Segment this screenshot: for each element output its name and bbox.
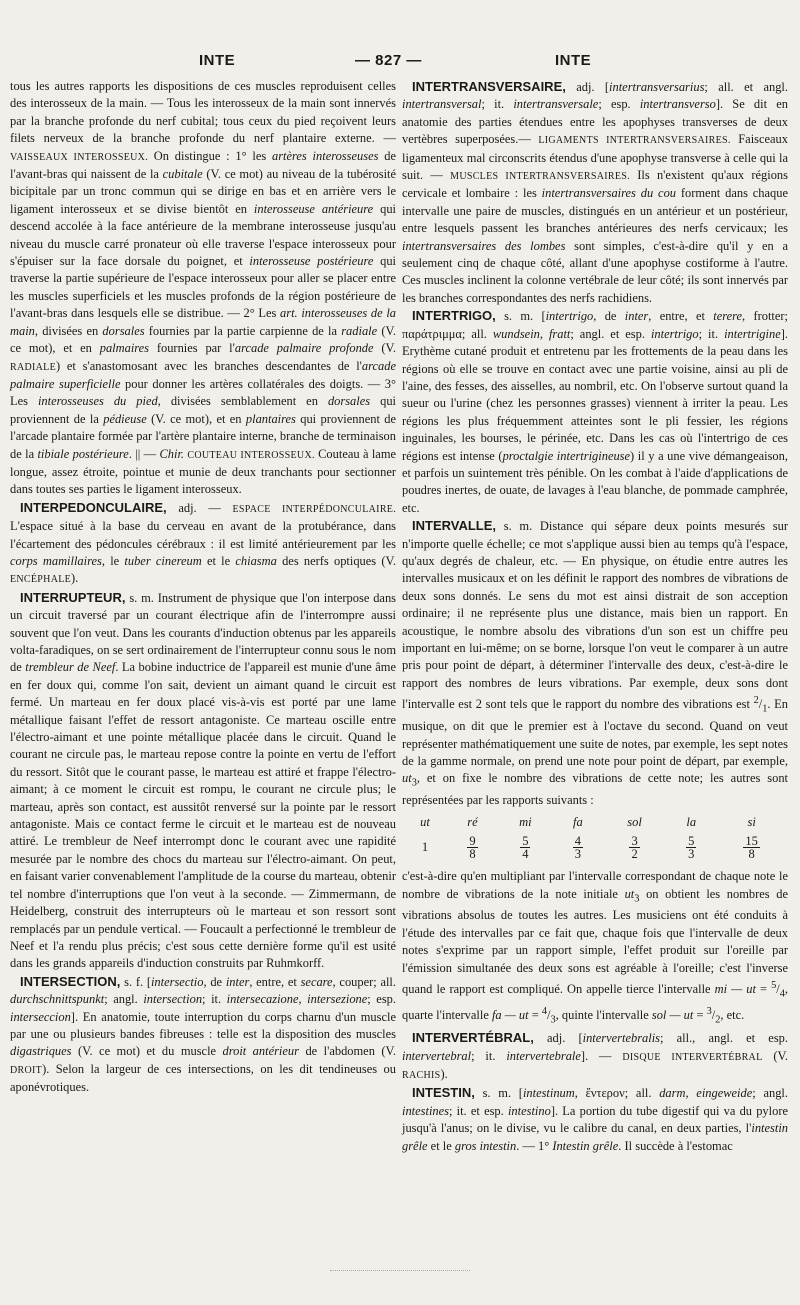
note-ratio: $\frac{4}{3}$ — [574, 834, 582, 862]
dictionary-entry: INTERPEDONCULAIRE, adj. — ESPACE INTERPÉDONCULAIRE. L'espace situé à la base du cerveau en avant de la protubérance, dans l'écartement des pédoncules cérébraux : il est limité antérieurement par les corps mamillaires, le tuber cinereum et le chiasma des nerfs optiques (V. ENCÉPHALE). — [10, 499, 396, 586]
right-column-bottom — [402, 868, 788, 1155]
header-right-guideword: INTE — [555, 52, 592, 69]
page-number: — 827 — — [355, 52, 422, 69]
ratios-row — [402, 835, 788, 860]
header-left-guideword: INTE — [199, 52, 236, 69]
note-ratio: $\frac{3}{2}$ — [631, 834, 638, 862]
right-column — [402, 78, 788, 1155]
note-ratio: $\frac{5}{3}$ — [688, 834, 695, 862]
note-name: ut — [420, 814, 430, 829]
note-ratio: 1 — [421, 839, 429, 854]
dictionary-entry: INTERTRIGO, s. m. [intertrigo, de inter, entre, et terere, frotter; παράτριμμα; all. wundsein, fratt; angl. et esp. intertrigo; it. intertrigine]. Erythème cutané produit et entretenu par les frottements de la peau dans les régions où elle se trouve en contact avec une partie voisine, ainsi au pli de l'aine, des fesses, des aisselles, au nombril, etc. On l'observe surtout quand la sueur ou l'urine (chez les personnes grasses) viennent à irriter la peau. Les régions les plus fréquemment atteintes sont le pli fessier, les régions inguinales, les bourses, le périnée, etc. Dans les cas où l'intertrigo de ces régions est intense (proctalgie intertrigineuse) il y a une vive démangeaison, et parfois un suintement très pénible. On les combat à l'aide d'applications de poudres inertes, de ouate, de lavages à l'eau blanche, de pommade camphrée, etc. — [402, 308, 788, 515]
right-column-top — [402, 78, 788, 810]
dictionary-entry: INTESTIN, s. m. [intestinum, ἔντερον; all. darm, eingeweide; angl. intestines; it. et esp. intestino]. La portion du tube digestif qui va du pylore jusqu'à l'anus; on le divise, vu le calibre du canal, en deux parties, l'intestin grêle et le gros intestin. — 1° Intestin grêle. Il succède à l'estomac — [402, 1085, 788, 1153]
note-name: si — [747, 814, 756, 829]
note-ratio: $\frac{5}{4}$ — [522, 834, 529, 862]
page-bottom-mark — [330, 1270, 470, 1277]
left-column — [10, 78, 396, 1097]
note-name: la — [686, 814, 697, 829]
dictionary-entry: INTERVALLE, s. m. Distance qui sépare deux points mesurés sur n'importe quelle échelle; ce mot s'applique aussi bien au temps qu'à l'espace, qu'aux degrés de chaleur, etc. — En physique, on étudie entre autres les intervalles musicaux et on les définit le rapport des nombres de vibrations de deux sons donnés. Le sens du mot est ainsi distrait de son acception ordinaire; il ne représente plus une distance, mais bien un rapport. En acoustique, le nombre absolu des vibrations d'un son est un chiffre peu important en lui-même; on se borne, lorsque l'on veut le comparer à un autre pris pour point de départ, à déterminer l'intervalle des deux, c'est-à-dire le rapport des nombres de leurs vibrations. Par exemple, deux sons dont l'intervalle est 2 sont tels que le rapport du nombre des vibrations est $^2/_1$. En musique, on dit que le premier est à l'octave du second. Quand on veut représenter mathématiquement une suite de notes, par exemple, les sept notes de la gamme normale, on prend une note pour point de départ, par exemple, $ut_3$, et on fixe le nombre des vibrations de cette note; les autres sont représentées par les rapports suivants : — [402, 518, 788, 808]
note-name: mi — [519, 814, 532, 829]
dictionary-entry: INTERVERTÉBRAL, adj. [intervertebralis; all., angl. et esp. intervertebral; it. intervertebrale]. — DISQUE INTERVERTÉBRAL (V. RACHIS). — [402, 1030, 788, 1081]
note-ratio: $\frac{9}{8}$ — [469, 834, 476, 862]
note-name: fa — [573, 814, 583, 829]
interval-ratio-table — [402, 814, 788, 860]
note-ratio: $\frac{15}{8}$ — [745, 834, 758, 862]
note-names-row — [402, 814, 788, 835]
note-name: ré — [467, 814, 478, 829]
dictionary-entry: INTERRUPTEUR, s. m. Instrument de physique que l'on interpose dans un circuit traversé par un courant électrique afin de l'interrompre aussi souvent que l'on veut. Dans les courants d'induction obtenus par les appareils volta-faradiques, on se sert ordinairement de l'interrupteur connu sous le nom de trembleur de Neef. La bobine inductrice de l'appareil est munie d'une âme en fer doux qui, comme l'on sait, devient un aimant quand le circuit est fermé. Un marteau en fer doux placé vis-à-vis est porté par une lame métallique faisant l'effet de ressort antagoniste. Ce marteau oscille entre l'électro-aimant et une pointe métallique placée dans le circuit. Quand le courant ne circule pas, le marteau repose contre la pointe en vertu de l'effort du ressort. Sitôt que le courant passe, le marteau est attiré et frappe l'électro-aimant; à ce moment le circuit est rompu, le courant ne circule plus; le marteau, après son contact, est aussitôt renversé sur la pointe par le ressort antagoniste. Mais ce contact ferme le circuit et le marteau est de nouveau attiré. Le trembleur de Neef interrompt donc le courant avec une rapidité mesurée par le nombre des chocs du marteau sur l'électro-aimant. On peut, en faisant varier convenablement l'amplitude de la course du marteau, obtenir tel nombre d'interruptions que l'on veut à la seconde. — Zimmermann, de Heidelberg, construit des interrupteurs où le marteau et son ressort sont remplacés par un pendule vertical. — Foucault a perfectionné le trembleur de Neef et l'a rendu plus précis; c'est sous cette dernière forme qu'il est usité dans les grands appareils d'induction construits par Ruhmkorff. — [10, 589, 397, 971]
continued-text: tous les autres rapports les dispositions de ces muscles reproduisent celles des interosseux de la main. — Tous les interosseux de la main sont innervés par la branche profonde du nerf cubital; tous ceux du pied reçoivent leurs filets nerveux de la branche profonde du nerf plantaire externe. — VAISSEAUX INTEROSSEUX. On distingue : 1° les artères interosseuses de l'avant-bras qui naissent de la cubitale (V. ce mot) au niveau de la tubérosité bicipitale par un tronc commun qui se dirige en bas et en arrière vers le ligament interosseux et se divise bientôt en interosseuse antérieure qui descend accolée à la face antérieure de la membrane interosseuse jusqu'au niveau du muscle carré pronateur où elle traverse l'espace interosseux pour s'épuiser sur la face dorsale du poignet, et interosseuse postérieure qui traverse la partie supérieure de l'espace interosseux pour aller se placer entre les muscles superficiels et les muscles profonds de la région postérieure de l'avant-bras dans lesquels elle se distribue. — 2° Les art. interosseuses de la main, divisées en dorsales fournies par la partie carpienne de la radiale (V. ce mot), et en palmaires fournies par l'arcade palmaire profonde (V. RADIALE) et s'anastomosant avec les branches descendantes de l'arcade palmaire superficielle pour donner les artères collatérales des doigts. — 3° Les interosseuses du pied, divisées semblablement en dorsales qui proviennent de la pédieuse (V. ce mot), et en plantaires qui proviennent de l'arcade plantaire formée par l'artère plantaire interne, branche de terminaison de la tibiale postérieure. || — Chir. COUTEAU INTEROSSEUX. Couteau à lame longue, assez étroite, pointue et munie de deux tranchants pour sectionner dans toutes ses parties le ligament interosseux. — [10, 79, 397, 497]
continued-text: c'est-à-dire qu'en multipliant par l'intervalle correspondant de chaque note le nombre de vibrations de la note initiale $ut_3$ on obtient les nombres de vibrations absolus de toutes les autres. Les musiciens ont été conduits à l'étude des intervalles par ce fait que, chaque fois que l'intervalle de deux notes s'exprime par un rapport simple, l'effet produit sur l'oreille par l'émission simultanée des deux sons est agréable à l'oreille; c'est l'inverse quand le rapport est compliqué. On appelle tierce l'intervalle mi — ut = $^5/_4$, quarte l'intervalle fa — ut = $^4/_3$, quinte l'intervalle sol — ut = $^3/_2$, etc. — [402, 869, 789, 1026]
note-name: sol — [627, 814, 642, 829]
dictionary-entry: INTERTRANSVERSAIRE, adj. [intertransversarius; all. et angl. intertransversal; it. intertransversale; esp. intertransverso]. Se dit en anatomie des parties étendues entre les apophyses transverses de deux vertèbres superposées.— LIGAMENTS INTERTRANSVERSAIRES. Faisceaux ligamenteux mal circonscrits étendus d'une apophyse transverse à celle qui la suit. — MUSCLES INTERTRANSVERSAIRES. Ils n'existent qu'aux régions cervicale et lombaire : les intertransversaires du cou forment dans chaque intervalle une paire de muscles, distingués en un antérieur et un postérieur, entre lesquels passent les branches antérieures des nerfs cervicaux; les intertransversaires des lombes sont simples, c'est-à-dire qu'il y en a seulement cinq de chaque côté, allant d'une apophyse costiforme à l'autre. Ces muscles inclinent la colonne vertébrale de leur côté; ils sont innervés par les branches correspondantes des nerfs rachidiens. — [402, 79, 789, 305]
dictionary-entry: INTERSECTION, s. f. [intersectio, de inter, entre, et secare, couper; all. durchschnittspunkt; angl. intersection; it. intersecazione, intersezione; esp. interseccion]. En anatomie, toute interruption du corps charnu d'un muscle par une ou plusieurs bandes fibreuses : telle est la disposition des muscles digastriques (V. ce mot) et du muscle droit antérieur de l'abdomen (V. DROIT). Selon la largeur de ces intersections, on les dit tendineuses ou aponévrotiques. — [10, 973, 397, 1095]
running-head — [0, 52, 800, 74]
